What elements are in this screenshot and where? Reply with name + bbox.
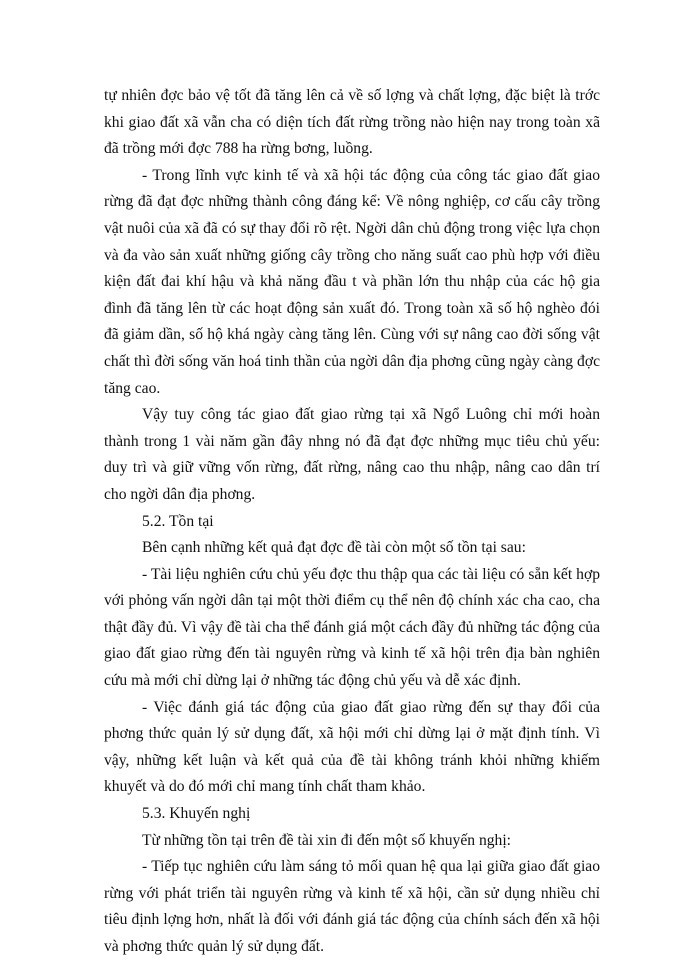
document-page — [104, 83, 600, 961]
paragraph-forest-protection: tự nhiên đợc bảo vệ tốt đã tăng lên cả về số lợng và chất lợng, đặc biệt là trớc khi giao đất xã vẫn cha có diện tích đất rừng trồng nào hiện nay trong toàn xã đã trồng mới đợc 788 ha rừng bơng, luồng. — [104, 87, 600, 158]
paragraph-economic-social-impact: - Trong lĩnh vực kinh tế và xã hội tác động của công tác giao đất giao rừng đã đạt đợc những thành công đáng kể: Về nông nghiệp, cơ cấu cây trồng vật nuôi của xã đã có sự thay đổi rõ rệt. Ngời dân chủ động trong việc lựa chọn và đa vào sản xuất những giống cây trồng cho năng suất cao phù hợp với điều kiện đất đai khí hậu và khả năng đầu t và phần lớn thu nhập của các hộ gia đình đã tăng lên từ các hoạt động sản xuất đó. Trong toàn xã số hộ nghèo đói đã giảm dần, số hộ khá ngày càng tăng lên. Cùng với sự nâng cao đời sống vật chất thì đời sống văn hoá tinh thần của ngời dân địa phơng cũng ngày càng đợc tăng cao. — [104, 166, 600, 397]
paragraph-summary: Vậy tuy công tác giao đất giao rừng tại xã Ngổ Luông chỉ mới hoàn thành trong 1 vài năm gần đây nhng nó đã đạt đợc những mục tiêu chủ yếu: duy trì và giữ vững vốn rừng, đất rừng, nâng cao thu nhập, nâng cao dân trí cho ngời dân địa phơng. — [104, 406, 600, 503]
paragraph-limitation-assessment: - Việc đánh giá tác động của giao đất giao rừng đến sự thay đổi của phơng thức quản lý sử dụng đất, xã hội mới chỉ dừng lại ở mặt định tính. Vì vậy, những kết luận và kết quả của đề tài không tránh khỏi những khiếm khuyết và do đó mới chỉ mang tính chất tham khảo. — [104, 698, 600, 796]
paragraph-recommendation-research: - Tiếp tục nghiên cứu làm sáng tỏ mối quan hệ qua lại giữa giao đất giao rừng với phát triển tài nguyên rừng và kinh tế xã hội, cần sử dụng nhiều chỉ tiêu định lợng hơn, nhất là đối với đánh giá tác động của chính sách đến xã hội và phơng thức quản lý sử dụng đất. — [104, 858, 600, 955]
paragraph-limitations-intro: Bên cạnh những kết quả đạt đợc đề tài còn một số tồn tại sau: — [142, 539, 526, 557]
paragraph-limitation-data: - Tài liệu nghiên cứu chủ yếu đợc thu thập qua các tài liệu có sẵn kết hợp với phỏng vấn ngời dân tại một thời điểm cụ thể nên độ chính xác cha cao, cha thật đầy đủ. Vì vậy đề tài cha thể đánh giá một cách đầy đủ những tác động của giao đất giao rừng đến tài nguyên rừng và kinh tế xã hội trên địa bàn nghiên cứu mà mới chỉ dừng lại ở những tác động chủ yếu và dễ xác định. — [104, 565, 600, 690]
section-heading-limitations: 5.2. Tồn tại — [142, 512, 214, 530]
paragraph-recommendations-intro: Từ những tồn tại trên đề tài xin đi đến một số khuyến nghị: — [142, 831, 512, 849]
section-heading-recommendations: 5.3. Khuyến nghị — [142, 805, 251, 823]
